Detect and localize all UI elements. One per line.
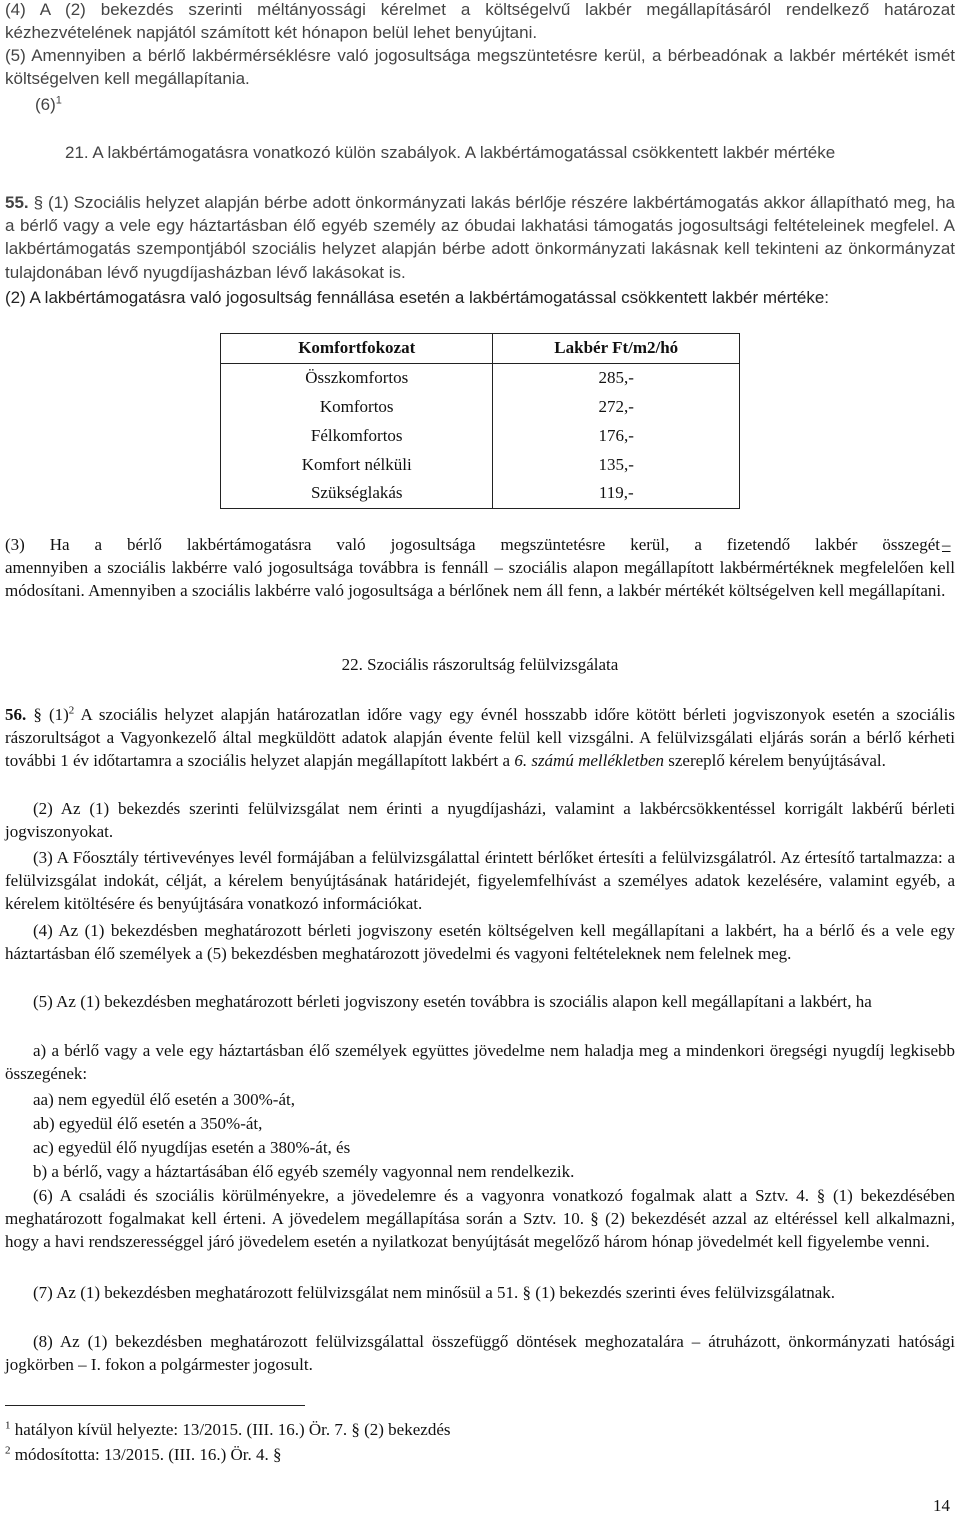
s56-point-b: b) a bérlő, vagy a háztartásában élő egyéb személy vagyonnal nem rendelkezik.: [33, 1162, 575, 1181]
annex-reference: 6. számú mellékletben: [514, 751, 664, 771]
s55-number: 55.: [5, 193, 29, 212]
footnote-ref-1[interactable]: 1: [55, 94, 62, 107]
s56-paragraph-6: (6) A családi és szociális körülményekre, a jövedelemre és a vagyonra vonatkozó fogalmak alatt a Sztv. 4. § (1) bekezdésében meghatározott fogalmakat kell érteni. A jövedelem megállapítása során a Sztv. 10. § (2) bekezdését azzal az eltéréssel kell alkalmazni, hogy a havi rendszerességgel járó jövedelem esetén a nyilatkozat benyújtását megelőző három hónap jövedelmét kell figyelembe venni.: [5, 1186, 955, 1252]
s56-point-a: a) a bérlő vagy a vele egy háztartásban élő személyek együttes jövedelme nem haladja meg a mindenkori öregségi nyugdíj legkisebb összegének:: [5, 1041, 955, 1084]
s56-point-ab: ab) egyedül élő esetén a 350%-át,: [33, 1114, 263, 1133]
s56-paragraph-5: (5) Az (1) bekezdésben meghatározott bérleti jogviszony esetén továbbra is szociális alapon kell megállapítani a lakbért, ha: [33, 992, 872, 1011]
rent-table: [220, 333, 740, 509]
paragraph-5-carryover: (5) Amennyiben a bérlő lakbérmérséklésre való jogosultsága megszüntetésre kerül, a bérbeadónak a lakbér mértékét ismét költségelven kell megállapítania.: [5, 46, 955, 89]
table-header-cell: Lakbér Ft/m2/hó: [493, 334, 740, 364]
table-cell: 119,-: [493, 479, 740, 508]
s56-paragraph-8: (8) Az (1) bekezdésben meghatározott felülvizsgálattal összefüggő döntések meghozatalára – átruházott, önkormányzati hatósági jogkörben – I. fokon a polgármester jogosult.: [5, 1332, 955, 1375]
section-sign: §: [33, 705, 42, 724]
table-row: [221, 479, 740, 508]
section-22-heading: 22. Szociális rászorultság felülvizsgálata: [341, 655, 619, 674]
table-cell: 285,-: [493, 363, 740, 392]
s55-paragraph-2: (2) A lakbértámogatásra való jogosultság fennállása esetén a lakbértámogatással csökkentett lakbér mértéke:: [5, 288, 830, 307]
footnote-ref-2[interactable]: 2: [68, 704, 75, 717]
table-header-row: [221, 334, 740, 364]
footnote-2: $^2$ módosította: 13/2015. (III. 16.) Ör. 4. §: [5, 1444, 282, 1464]
paragraph-4-carryover: (4) A (2) bekezdés szerinti méltányossági kérelmet a költségelvű lakbér megállapításáról rendelkező határozat kézhezvételének napjától számított két hónapon belül lehet benyújtani.: [5, 0, 955, 43]
paragraph-6-repealed: $(6)^1$: [35, 94, 62, 114]
page-number: 14: [933, 1496, 950, 1515]
table-header-cell: Komfortfokozat: [221, 334, 493, 364]
s55-paragraph-1: 55. § (1) Szociális helyzet alapján bérbe adott önkormányzati lakás bérlője részére lakbértámogatás akkor állapítható meg, ha a bérlő vagy a vele egy háztartásban élő egyéb személy az óbudai lakhatási támogatás jogosultsági feltételeinek megfelel. A lakbértámogatás szempontjából szociális helyzet alapján bérbe adott önkormányzati lakásnak kell tekinteni az önkormányzat tulajdonában lévő nyugdíjasházban lévő lakásokat is.: [5, 193, 955, 282]
table-cell: 272,-: [493, 393, 740, 422]
s56-point-ac: ac) egyedül élő nyugdíjas esetén a 380%-át, és: [33, 1138, 351, 1157]
s56-paragraph-1: 56. § $(1)^2$ A szociális helyzet alapján határozatlan időre vagy egy évnél hosszabb időre kötött bérleti jogviszonyok esetén a szociális rászorultságot a Vagyonkezelő által megküldött adatok alapján évente felül kell vizsgálni. A felülvizsgálati eljárás során a bérlő kérheti további 1 év időtartamra a szociális helyzet alapján megállapított lakbért a 6. számú mellékletben szereplő kérelem benyújtásával.: [5, 704, 956, 771]
table-cell: 135,-: [493, 450, 740, 479]
section-sign: §: [33, 193, 44, 212]
table-cell: Szükséglakás: [221, 479, 493, 508]
tracked-change-dash: –: [942, 535, 951, 554]
s56-paragraph-4: (4) Az (1) bekezdésben meghatározott bérleti jogviszony esetén költségelven kell megállapítani a lakbért, ha a bérlő és a vele egy háztartásban élő személyek a (5) bekezdésben meghatározott jövedelmi és vagyoni feltételeknek nem felelnek meg.: [5, 921, 955, 964]
table-row: [221, 393, 740, 422]
s56-paragraph-3: (3) A Főosztály tértivevényes levél formájában a felülvizsgálattal érintett bérlőket értesíti a felülvizsgálatról. Az értesítő tartalmazza: a felülvizsgálat indokát, célját, a kérelem benyújtásának határidejét, figyelemfelhívást a személyes adatok kezelésére, valamint egyéb, a kérelem kitöltésére és benyújtására vonatkozó információkat.: [5, 848, 955, 914]
table-cell: Komfortos: [221, 393, 493, 422]
s55-paragraph-3: (3) Ha a bérlő lakbértámogatásra való jogosultsága megszüntetésre kerül, a fizetendő lakbér összegét: [5, 535, 940, 554]
table-row: [221, 450, 740, 479]
footnote-separator: [5, 1405, 305, 1406]
table-cell: Komfort nélküli: [221, 450, 493, 479]
s55-paragraph-3-cont: amennyiben a szociális lakbérre való jogosultsága továbbra is fennáll – szociális alapon megállapított lakbérmértéknek megfelelően kell módosítani. Amennyiben a szociális lakbérre való jogosultsága a bérlőnek nem áll fenn, a lakbér mértékét költségelven kell megállapítani.: [5, 558, 955, 601]
table-cell: Félkomfortos: [221, 421, 493, 450]
table-cell: 176,-: [493, 421, 740, 450]
section-21-heading: 21. A lakbértámogatásra vonatkozó külön szabályok. A lakbértámogatással csökkentett lakbér mértéke: [65, 143, 836, 162]
footnote-1: $^1$ hatályon kívül helyezte: 13/2015. (III. 16.) Ör. 7. § (2) bekezdés: [5, 1419, 451, 1439]
s56-paragraph-7: (7) Az (1) bekezdésben meghatározott felülvizsgálat nem minősül a 51. § (1) bekezdés szerinti éves felülvizsgálatnak.: [33, 1283, 836, 1302]
table-row: [221, 421, 740, 450]
table-row: [221, 363, 740, 392]
s56-number: 56.: [5, 705, 27, 724]
table-cell: Összkomfortos: [221, 363, 493, 392]
s56-point-aa: aa) nem egyedül élő esetén a 300%-át,: [33, 1090, 295, 1109]
s56-paragraph-2: (2) Az (1) bekezdés szerinti felülvizsgálat nem érinti a nyugdíjasházi, valamint a lakbércsökkentéssel korrigált lakbérű bérleti jogviszonyokat.: [5, 799, 955, 842]
